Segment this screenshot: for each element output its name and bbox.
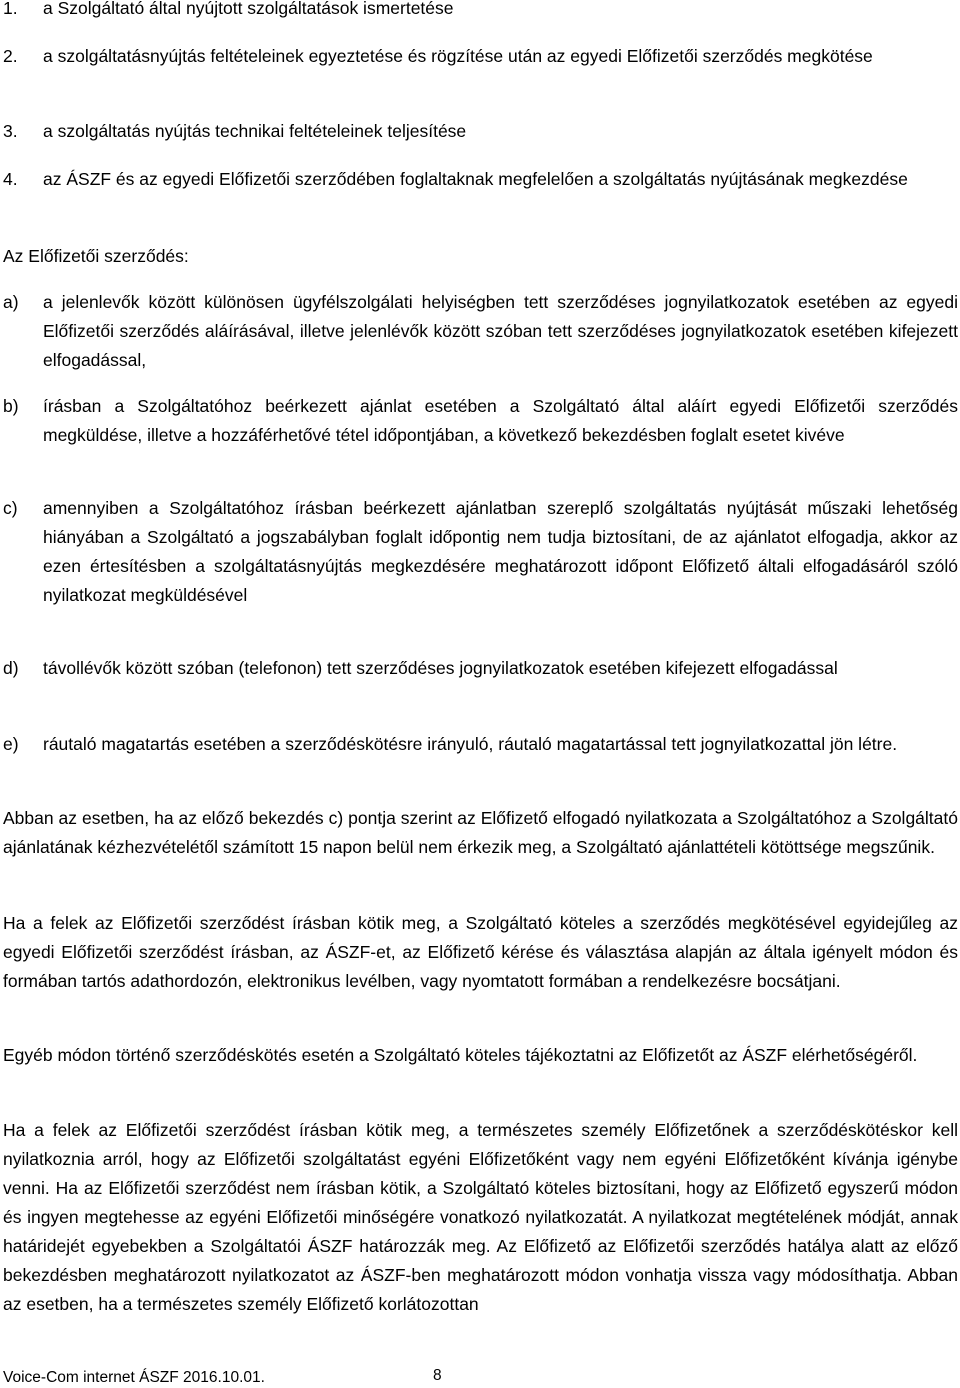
paragraph-written-contract: Ha a felek az Előfizetői szerződést írásban kötik meg, a Szolgáltató köteles a szerződés megkötésével egyidejűleg az egyedi Előfizetői szerződést írásban, az ÁSZF-et, az Előfizető kérése és választása alapján az általa igényelt módon és formában tartós adathordozón, elektronikus levélben, vagy nyomtatott formában a rendelkezésre bocsátjani. <box>3 913 958 991</box>
item-label: c) <box>3 498 18 518</box>
letter-item-c <box>3 494 958 610</box>
numbered-item-4 <box>3 165 958 194</box>
paragraph-acceptance-deadline: Abban az esetben, ha az előző bekezdés c) pontja szerint az Előfizető elfogadó nyilatkozata a Szolgáltatóhoz a Szolgáltató ajánlatának kézhezvételétől számított 15 napon belül nem érkezik meg, a Szolgáltató ajánlattételi kötöttsége megszűnik. <box>3 808 958 857</box>
item-label: e) <box>3 734 19 754</box>
numbered-item-2 <box>3 42 958 71</box>
numbered-item-3 <box>3 117 958 146</box>
paragraph-natural-person: Ha a felek az Előfizetői szerződést írásban kötik meg, a természetes személy Előfizetőnek a szerződéskötéskor kell nyilatkoznia arról, hogy az Előfizetői szolgáltatást egyéni Előfizetőként vagy nem egyéni Előfizetőként kívánja igénybe venni. Ha az Előfizetői szerződést nem írásban kötik, a Szolgáltató köteles biztosítani, hogy az Előfizető egyszerű módon és ingyen megtehesse az egyéni Előfizetői minőségére vonatkozó nyilatkozatát. A nyilatkozat megtételének módját, annak határidejét egyebekben a Szolgáltatói ÁSZF határozzák meg. Az Előfizető az Előfizetői szerződés hatálya alatt az előző bekezdésben meghatározott nyilatkozatot az ÁSZF-ben meghatározott módon vonhatja vissza vagy módosíthatja. Abban az esetben, ha a természetes személy Előfizető korlátozottan <box>3 1120 958 1314</box>
letter-item-b <box>3 392 958 450</box>
item-text: a szolgáltatásnyújtás feltételeinek egyeztetése és rögzítése után az egyedi Előfizetői szerződés megkötése <box>43 46 873 66</box>
item-text: az ÁSZF és az egyedi Előfizetői szerződében foglaltaknak megfelelően a szolgáltatás nyújtásának megkezdése <box>43 169 908 189</box>
footer-document-id: Voice-Com internet ÁSZF 2016.10.01. <box>3 1369 265 1386</box>
item-label: d) <box>3 658 19 678</box>
letter-item-d <box>3 654 958 683</box>
item-label: b) <box>3 396 19 416</box>
contract-heading: Az Előfizetői szerződés: <box>3 246 189 266</box>
item-text: a szolgáltatás nyújtás technikai feltételeinek teljesítése <box>43 121 467 141</box>
item-number: 3. <box>3 121 18 141</box>
item-text: írásban a Szolgáltatóhoz beérkezett ajánlat esetében a Szolgáltató által aláírt egyedi Előfizetői szerződés megküldése, illetve a hozzáférhetővé tétel időpontjában, a következő bekezdésben foglalt esetet kivéve <box>43 396 958 445</box>
item-text: amennyiben a Szolgáltatóhoz írásban beérkezett ajánlatban szereplő szolgáltatás nyújtását műszaki lehetőség hiányában a Szolgáltató a jogszabályban foglalt időpontig nem tudja biztosítani, de az ajánlatot elfogadja, akkor az ezen értesítésben a szolgáltatásnyújtás megkezdésére meghatározott időpont Előfizető általi elfogadásáról szóló nyilatkozat megküldésével <box>43 498 958 605</box>
item-text: távollévők között szóban (telefonon) tett szerződéses jognyilatkozatok esetében kifejezett elfogadással <box>43 658 838 678</box>
letter-item-e <box>3 730 958 759</box>
numbered-item-1 <box>3 0 958 23</box>
paragraph-other-contract: Egyéb módon történő szerződéskötés esetén a Szolgáltató köteles tájékoztatni az Előfizetőt az ÁSZF elérhetőségéről. <box>3 1045 918 1065</box>
item-text: ráutaló magatartás esetében a szerződéskötésre irányuló, ráutaló magatartással tett jognyilatkozattal jön létre. <box>43 734 898 754</box>
letter-item-a <box>3 288 958 375</box>
item-number: 1. <box>3 0 18 18</box>
item-number: 4. <box>3 169 18 189</box>
item-text: a jelenlevők között különösen ügyfélszolgálati helyiségben tett szerződéses jognyilatkozatok esetében az egyedi Előfizetői szerződés aláírásával, illetve jelenlévők között szóban tett szerződéses jognyilatkozatok esetében kifejezett elfogadással, <box>43 292 958 370</box>
item-text: a Szolgáltató által nyújtott szolgáltatások ismertetése <box>43 0 454 18</box>
footer-page-number: 8 <box>433 1367 442 1384</box>
item-number: 2. <box>3 46 18 66</box>
item-label: a) <box>3 292 19 312</box>
